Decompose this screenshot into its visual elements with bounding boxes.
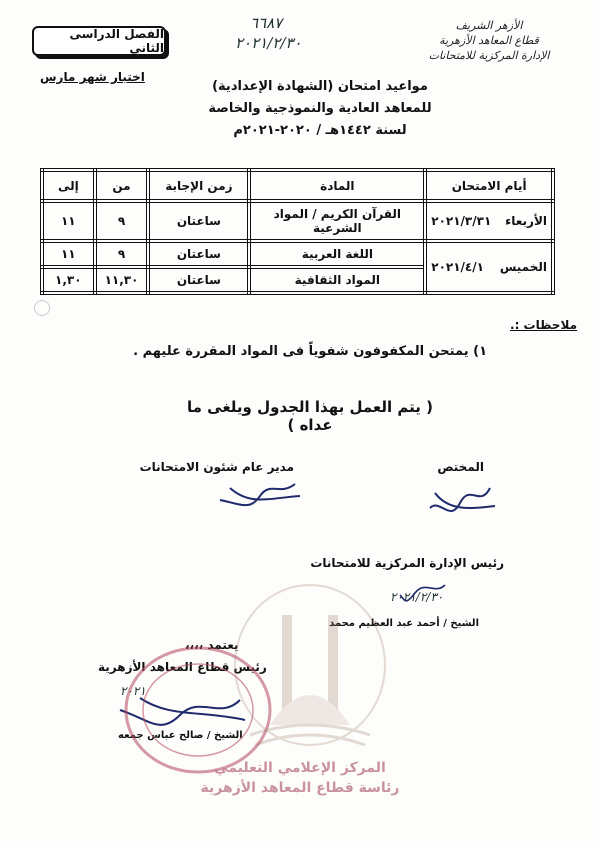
handwritten-date: ٢٠٢١/٢/٣٠: [235, 34, 302, 52]
day-date: ٢٠٢١/٤/١: [431, 260, 484, 274]
semester-label: الفصل الدراسى الثانى: [69, 27, 164, 55]
from-cell: ٩: [95, 201, 149, 241]
header-subject: المادة: [249, 170, 425, 201]
from-cell: ١١,٣٠: [95, 267, 149, 293]
to-cell: ١١: [42, 201, 95, 241]
punch-hole-mark: [34, 300, 50, 316]
institution-line-3: الإدارة المركزية للامتحانات: [428, 49, 550, 62]
duration-cell: ساعتان: [148, 201, 249, 241]
watermark-line-1: المركز الإعلامي التعليمي: [214, 760, 386, 776]
exam-schedule-table: [40, 168, 555, 295]
header-days: أيام الامتحان: [425, 170, 553, 201]
director-label: مدير عام شئون الامتحانات: [139, 460, 294, 474]
institution-line-2: قطاع المعاهد الأزهرية: [439, 34, 539, 47]
central-admin-signature: [395, 575, 455, 605]
from-cell: ٩: [95, 241, 149, 267]
title-line-3: لسنة ١٤٤٢هـ / ٢٠٢٠-٢٠٢١م: [233, 123, 407, 138]
watermark-line-2: رئاسة قطاع المعاهد الأزهرية: [200, 780, 400, 796]
central-admin-label: رئيس الإدارة المركزية للامتحانات: [310, 556, 504, 570]
table-row: [42, 201, 553, 241]
title-line-1: مواعيد امتحان (الشهادة الإعدادية): [212, 79, 428, 94]
table-row: [42, 241, 553, 267]
subject-cell: المواد الثقافية: [249, 267, 425, 293]
semester-box: [32, 26, 166, 56]
to-cell: ١١: [42, 241, 95, 267]
central-admin-name: الشيخ / أحمد عبد العظيم محمد: [329, 618, 479, 629]
day-name: الأربعاء: [505, 214, 547, 228]
sector-head-date: ٢٠٢١: [120, 684, 146, 698]
note-item: ١) يمتحن المكفوفون شفوياً فى المواد المقررة عليهم .: [133, 344, 487, 359]
duration-cell: ساعتان: [148, 241, 249, 267]
handwritten-ref: ٦٦٨٧: [250, 14, 283, 32]
specialist-signature: [420, 478, 500, 518]
sector-head-name: الشيخ / صالح عباس جمعه: [118, 730, 243, 741]
day-name: الخميس: [499, 260, 547, 274]
institution-header: [419, 18, 559, 63]
sector-head-label: رئيس قطاع المعاهد الأزهرية: [98, 660, 267, 674]
work-note: ( يتم العمل بهذا الجدول ويلغى ما عداه ): [187, 398, 433, 434]
director-signature: [210, 476, 305, 512]
notes-title: ملاحظات :.: [510, 318, 577, 332]
day-cell: [425, 201, 553, 241]
duration-cell: ساعتان: [148, 267, 249, 293]
exam-month-label: اختبار شهر مارس: [40, 70, 145, 84]
specialist-label: المختص: [437, 460, 484, 474]
day-date: ٢٠٢١/٣/٣١: [431, 214, 492, 228]
central-admin-date: ٢٠٢١/٢/٣٠: [390, 590, 444, 604]
header-duration: زمن الإجابة: [148, 170, 249, 201]
mosque-watermark-icon: [230, 575, 390, 755]
subject-cell: اللغة العربية: [249, 241, 425, 267]
page-title: [200, 76, 440, 142]
subject-cell: القرآن الكريم / المواد الشرعية: [249, 201, 425, 241]
day-cell: [425, 241, 553, 293]
approval-label: يعتمد ،،،،: [185, 638, 239, 652]
institution-line-1: الأزهر الشريف: [455, 19, 523, 32]
to-cell: ١,٣٠: [42, 267, 95, 293]
header-to: إلى: [42, 170, 95, 201]
table-header-row: [42, 170, 553, 201]
title-line-2: للمعاهد العادية والنموذجية والخاصة: [208, 101, 432, 116]
header-from: من: [95, 170, 149, 201]
